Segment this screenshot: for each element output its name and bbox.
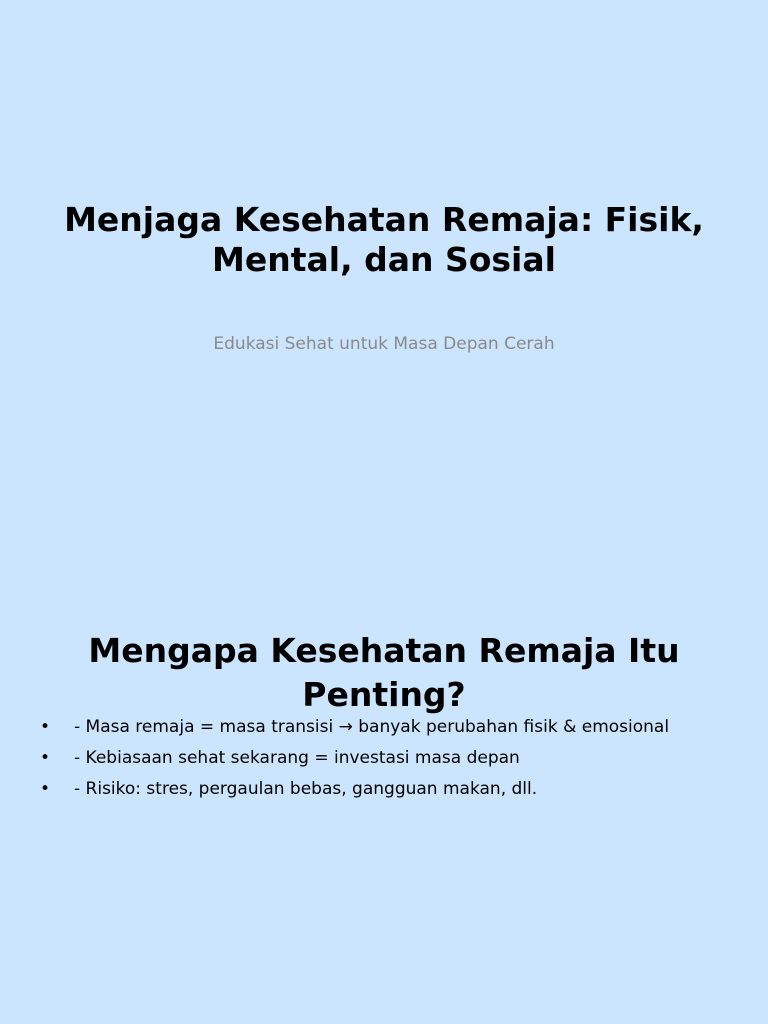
list-item: [40, 743, 728, 774]
bullet-text: - Masa remaja = masa transisi → banyak perubahan fisik & emosional: [74, 717, 670, 737]
bullet-text: - Kebiasaan sehat sekarang = investasi masa depan: [74, 748, 520, 768]
bullet-list: [40, 712, 728, 805]
slide-title: Menjaga Kesehatan Remaja: Fisik, Mental, dan Sosial: [64, 200, 704, 279]
bullet-text: - Risiko: stres, pergaulan bebas, gangguan makan, dll.: [74, 779, 538, 799]
slide-subtitle: Edukasi Sehat untuk Masa Depan Cerah: [213, 334, 555, 354]
list-item: [40, 774, 728, 805]
bullet-icon: •: [40, 717, 51, 737]
bullet-icon: •: [40, 748, 51, 768]
section-heading: Mengapa Kesehatan Remaja Itu Penting?: [88, 631, 680, 714]
content-slide: [0, 512, 768, 1024]
list-item: [40, 712, 728, 743]
bullet-icon: •: [40, 779, 51, 799]
